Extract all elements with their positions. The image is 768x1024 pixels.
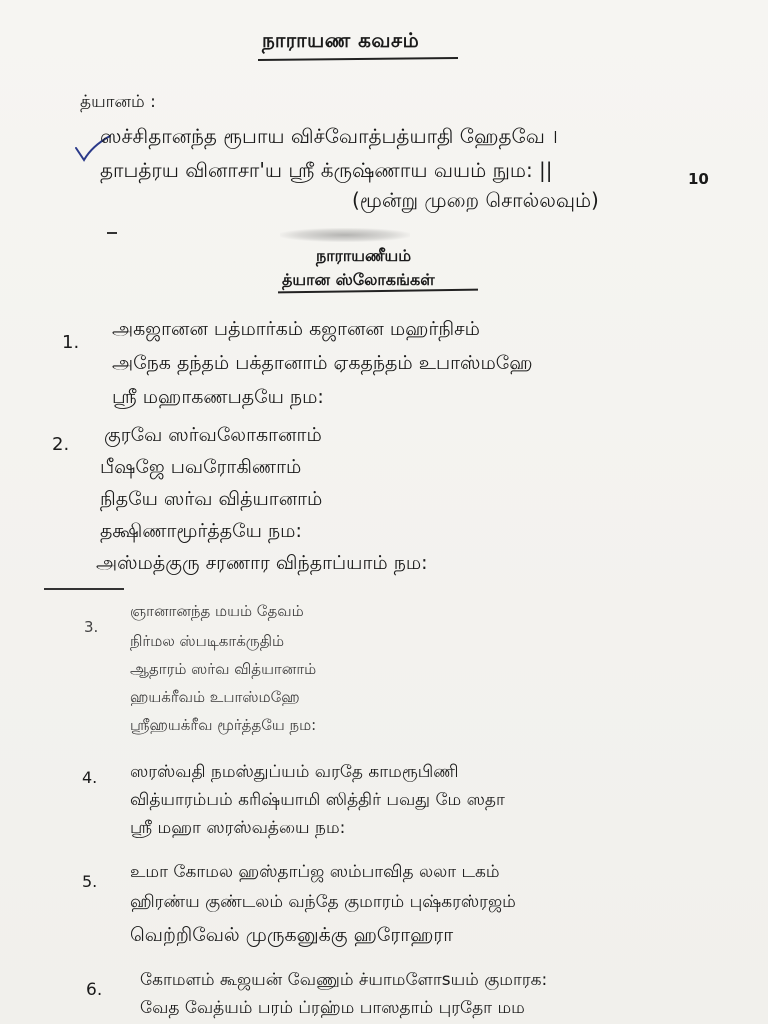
sloka-line: வெற்றிவேல் முருகனுக்கு ஹரோஹரா	[130, 924, 454, 946]
sloka-line: பீஷஜே பவரோகிணாம்	[100, 456, 302, 478]
sloka-line: அநேக தந்தம் பக்தானாம் ஏகதந்தம் உபாஸ்மஹே	[112, 352, 533, 374]
sloka-line: ஸரஸ்வதி நமஸ்துப்யம் வரதே காமரூபிணி	[130, 762, 459, 782]
sloka-line: தக்ஷிணாமூர்த்தயே நம:	[100, 520, 302, 542]
sloka-line: ஆதாரம் ஸர்வ வித்யானாம்	[130, 660, 317, 678]
sloka-line: ஸ்ரீ மஹாகணபதயே நம:	[112, 386, 324, 408]
sloka-line: அகஜானன பத்மார்கம் கஜானன மஹர்நிசம்	[112, 318, 480, 340]
margin-number: 10	[688, 170, 709, 188]
sloka-number: 1.	[62, 332, 80, 353]
sloka-number: 4.	[82, 768, 98, 787]
handwritten-rule	[44, 588, 124, 590]
sloka-number: 3.	[84, 618, 99, 636]
sloka-number: 5.	[82, 872, 98, 891]
sloka-line: ஹயக்ரீவம் உபாஸ்மஹே	[130, 688, 300, 706]
dhyanam-line-2: தாபத்ரய வினாசா'ய ஸ்ரீ க்ருஷ்ணாய வயம் நும: ||	[100, 158, 553, 182]
section-subtitle: த்யான ஸ்லோகங்கள்	[282, 270, 435, 289]
sloka-line: ஹிரண்ய குண்டலம் வந்தே குமாரம் புஷ்கரஸ்ரஜம்	[130, 892, 516, 912]
sloka-number: 2.	[52, 434, 70, 455]
sloka-line: ஞானானந்த மயம் தேவம்	[130, 602, 304, 620]
sloka-number: 6.	[86, 980, 103, 1000]
dhyanam-repeat-note: (மூன்று முறை சொல்லவும்)	[352, 188, 599, 212]
sloka-line: ஸ்ரீஹயக்ரீவ மூர்த்தயே நம:	[130, 716, 317, 734]
page-title: நாராயண கவசம்	[262, 28, 420, 52]
dash-mark	[107, 232, 117, 234]
section-title: நாராயணீயம்	[316, 246, 412, 265]
sloka-line: நிதயே ஸர்வ வித்யானாம்	[100, 488, 323, 510]
sloka-line: ஸ்ரீ மஹா ஸரஸ்வத்யை நம:	[130, 818, 346, 838]
dhyanam-line-1: ஸச்சிதானந்த ரூபாய விச்வோத்பத்யாதி ஹேதவே ।	[100, 124, 558, 148]
sloka-line: குரவே ஸர்வலோகானாம்	[104, 424, 322, 446]
dhyanam-label: த்யானம் :	[80, 92, 156, 112]
title-underline	[258, 57, 458, 61]
sloka-line: வேத வேத்யம் பரம் ப்ரஹ்ம பாஸதாம் புரதோ மம	[140, 998, 525, 1018]
sloka-line: வித்யாரம்பம் கரிஷ்யாமி ஸித்திர் பவது மே ஸதா	[130, 790, 505, 810]
sloka-line: அஸ்மத்குரு சரணார விந்தாப்யாம் நம:	[96, 552, 428, 574]
sloka-line: உமா கோமல ஹஸ்தாப்ஜ ஸம்பாவித லலா டகம்	[130, 862, 500, 882]
sloka-line: நிர்மல ஸ்படிகாக்ருதிம்	[130, 632, 285, 650]
sloka-line: கோமளம் கூஜயன் வேணும் ச்யாமளோsயம் குமாரக:	[140, 970, 548, 990]
ink-smudge	[280, 228, 410, 242]
